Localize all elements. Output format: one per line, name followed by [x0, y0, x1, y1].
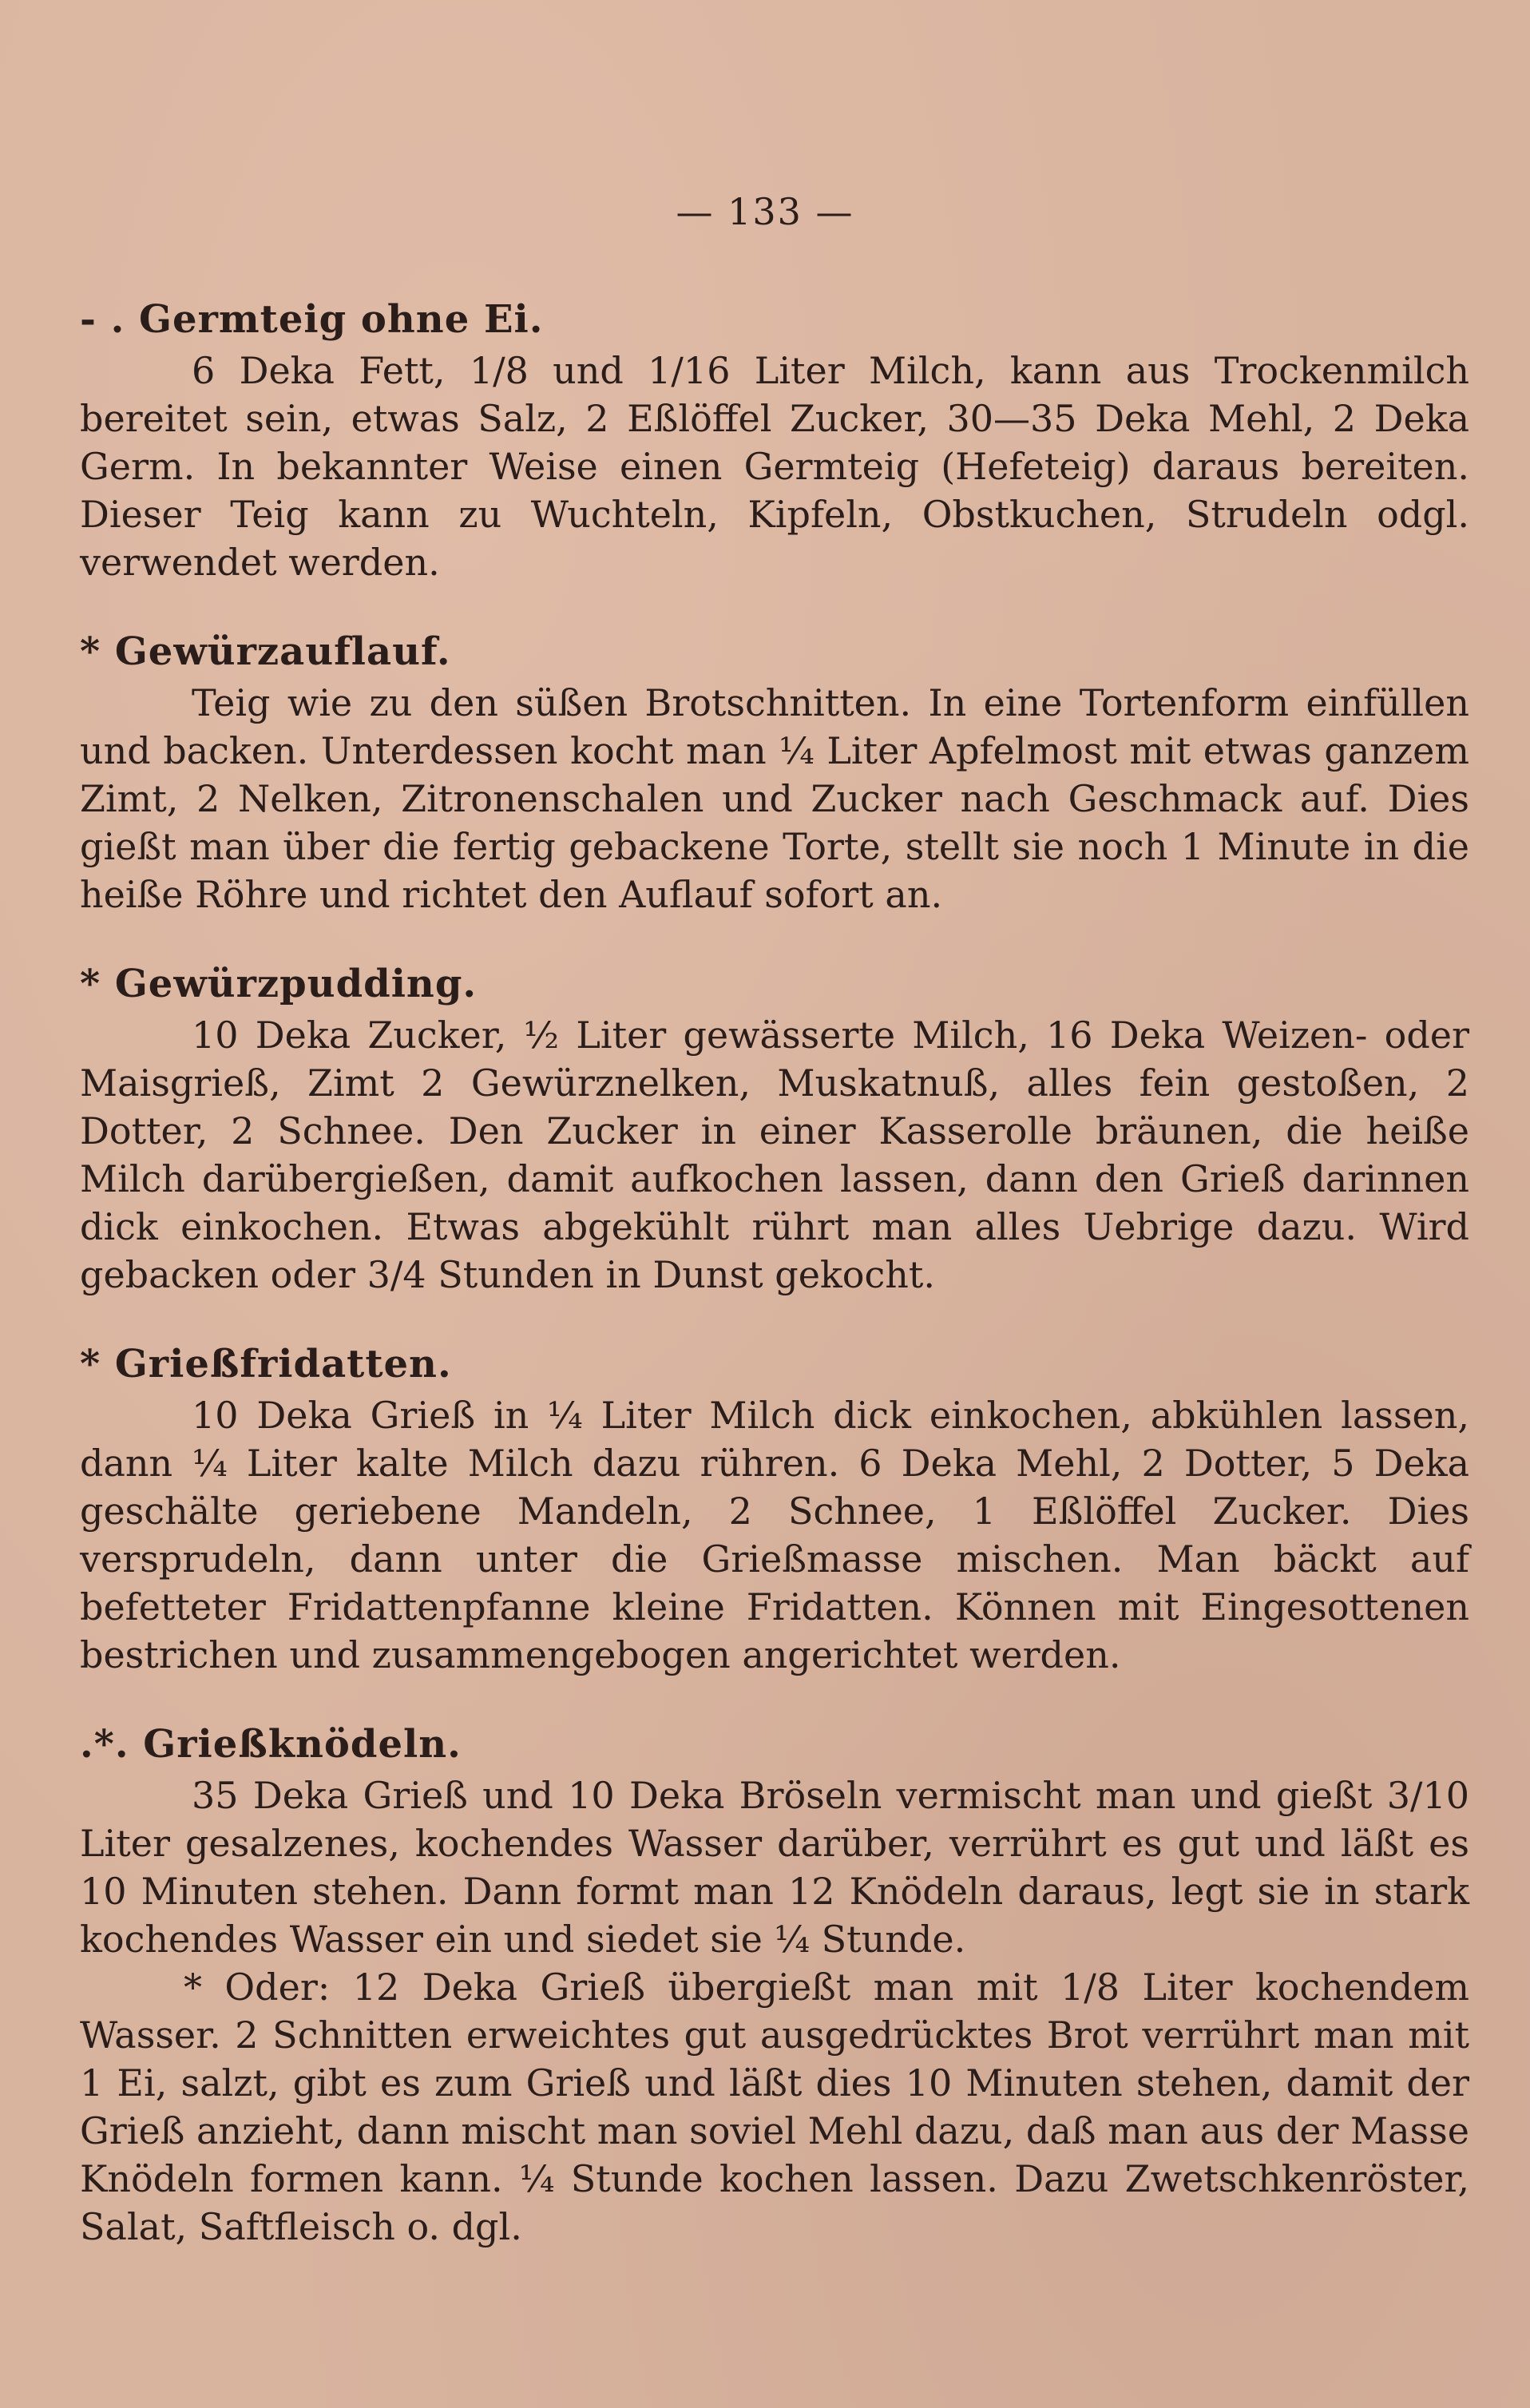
- recipe-list: [80, 296, 1469, 2292]
- page-number: — 133 —: [676, 190, 854, 233]
- recipe-text: 10 Deka Grieß in ¼ Liter Milch dick einkochen, abkühlen lassen, dann ¼ Liter kalte Milch dazu rühren. 6 Deka Mehl, 2 Dotter, 5 Deka geschälte geriebene Mandeln, 2 Schnee, 1 Eßlöffel Zucker. Dies versprudeln, dann unter die Grießmasse mischen. Man bäckt auf befetteter Fridattenpfanne kleine Fridatten. Können mit Eingesottenen bestrichen und zusammengebogen angerichtet werden.: [80, 1394, 1469, 1676]
- recipe-title: .*. Grießknödeln.: [80, 1722, 462, 1767]
- recipe-griessknoedeln: [80, 1720, 1469, 2251]
- recipe-text: Teig wie zu den süßen Brotschnitten. In eine Tortenform einfüllen und backen. Unterdessen kocht man ¼ Liter Apfelmost mit etwas ganzem Zimt, 2 Nelken, Zitronenschalen und Zucker nach Geschmack auf. Dies gießt man über die fertig gebackene Torte, stellt sie noch 1 Minute in die heiße Röhre und richtet den Auflauf sofort an.: [80, 681, 1469, 916]
- recipe-gewuerzpudding: [80, 960, 1469, 1299]
- recipe-title: ‐ . Germteig ohne Ei.: [80, 297, 544, 342]
- recipe-title: * Grießfridatten.: [80, 1342, 452, 1386]
- recipe-griessfridatten: [80, 1340, 1469, 1679]
- recipe-gewuerzauflauf: [80, 628, 1469, 918]
- recipe-title: * Gewürzpudding.: [80, 962, 478, 1006]
- recipe-text: 6 Deka Fett, 1/8 und 1/16 Liter Milch, kann aus Trockenmilch bereitet sein, etwas Salz, 2 Eßlöffel Zucker, 30—35 Deka Mehl, 2 Deka Germ. In bekannter Weise einen Germteig (Hefeteig) daraus bereiten. Dieser Teig kann zu Wuchteln, Kipfeln, Obstkuchen, Strudeln odgl. verwendet werden.: [80, 349, 1469, 584]
- recipe-germteig: [80, 296, 1469, 586]
- recipe-text: 10 Deka Zucker, ½ Liter gewässerte Milch, 16 Deka Weizen- oder Maisgrieß, Zimt 2 Gewürznelken, Muskatnuß, alles fein gestoßen, 2 Dotter, 2 Schnee. Den Zucker in einer Kasserolle bräunen, die heiße Milch darübergießen, damit aufkochen lassen, dann den Grieß darinnen dick einkochen. Etwas abgekühlt rührt man alles Uebrige dazu. Wird gebacken oder 3/4 Stunden in Dunst gekocht.: [80, 1014, 1469, 1296]
- recipe-text: 35 Deka Grieß und 10 Deka Bröseln vermischt man und gießt 3/10 Liter gesalzenes, kochendes Wasser darüber, verrührt es gut und läßt es 10 Minuten stehen. Dann formt man 12 Knödeln daraus, legt sie in stark kochendes Wasser ein und siedet sie ¼ Stunde.: [80, 1774, 1469, 1961]
- recipe-variant-text: * Oder: 12 Deka Grieß übergießt man mit 1/8 Liter kochendem Wasser. 2 Schnitten erweichtes gut ausgedrücktes Brot verrührt man mit 1 Ei, salzt, gibt es zum Grieß und läßt dies 10 Minuten stehen, damit der Grieß anzieht, dann mischt man soviel Mehl dazu, daß man aus der Masse Knödeln formen kann. ¼ Stunde kochen lassen. Dazu Zwetschkenröster, Salat, Saftfleisch o. dgl.: [80, 1966, 1469, 2248]
- recipe-title: * Gewürzauflauf.: [80, 629, 451, 674]
